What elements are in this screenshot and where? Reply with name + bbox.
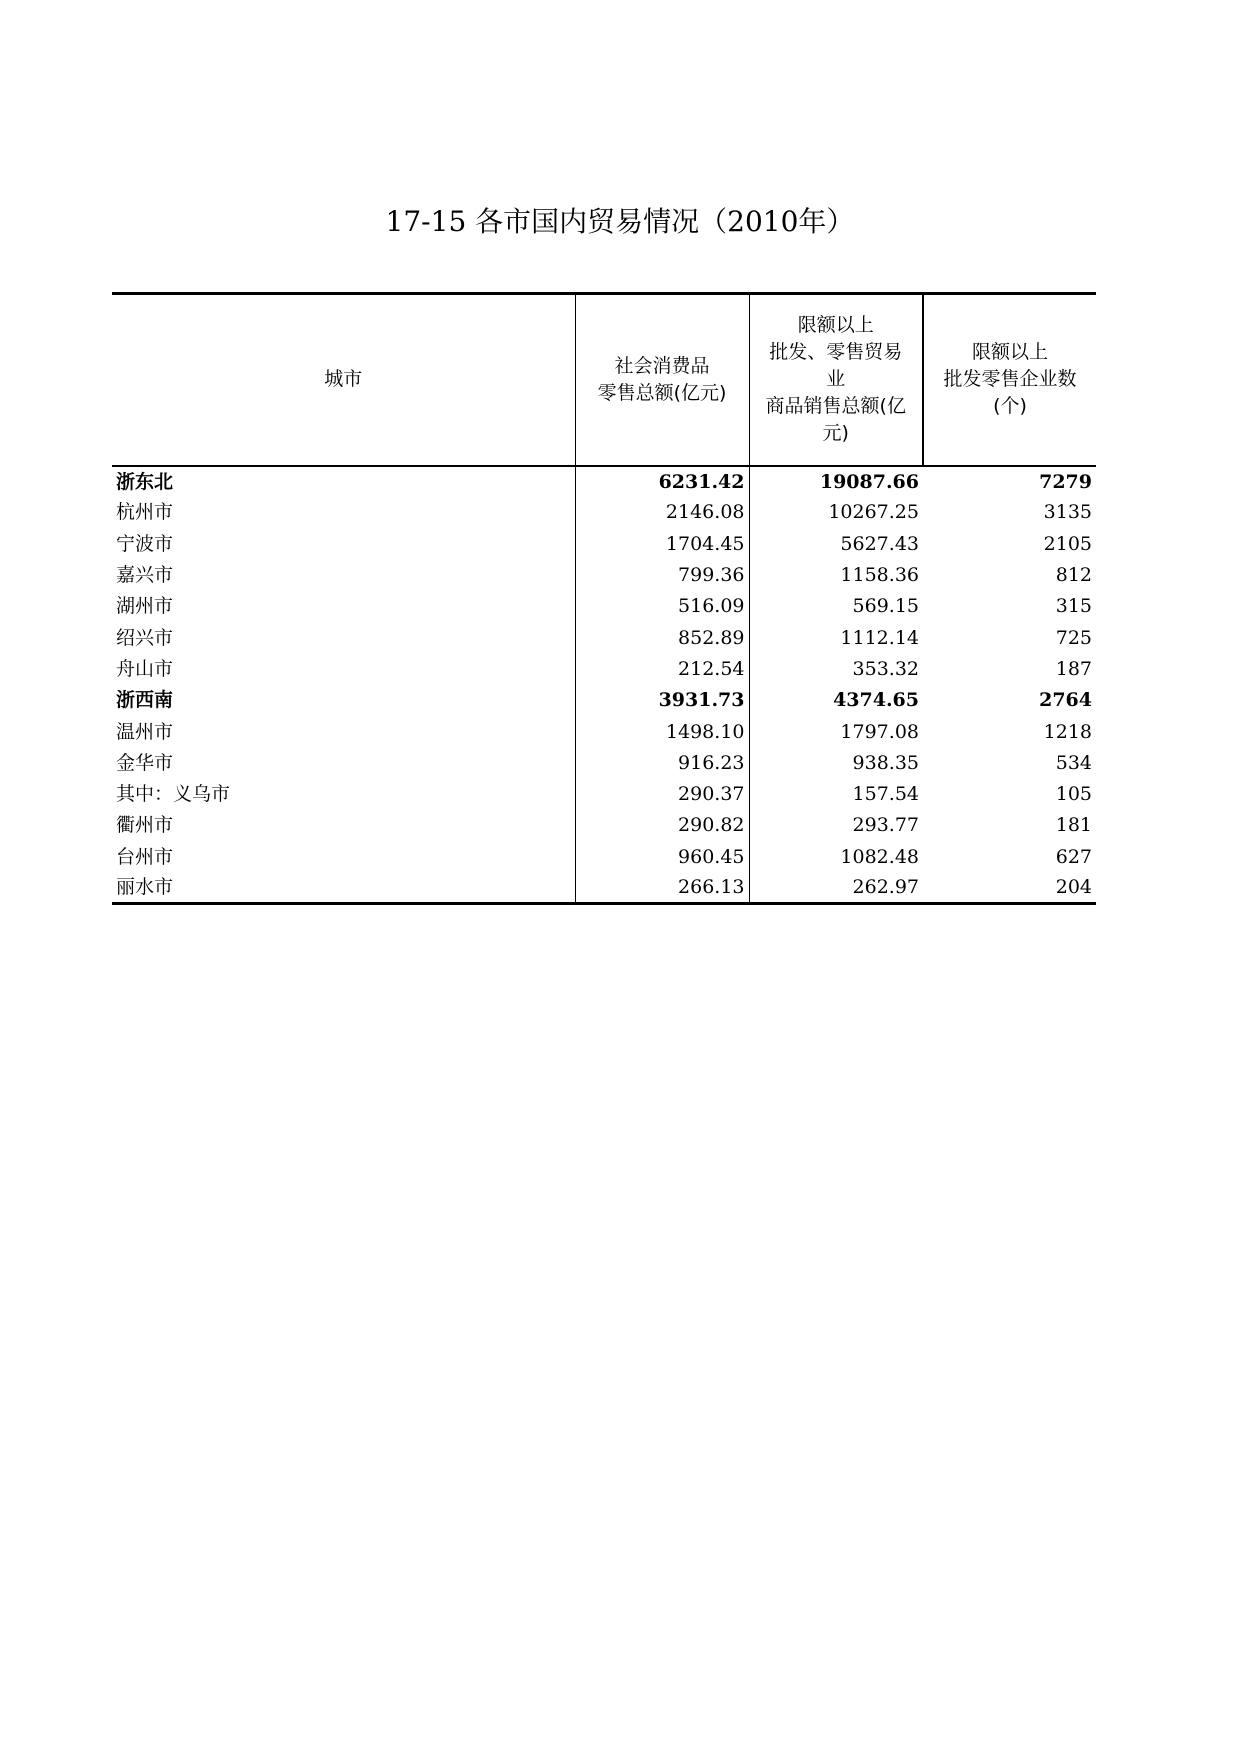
table-row (112, 872, 1096, 903)
cell-retail-sales: 266.13 (575, 872, 749, 903)
cell-city-name: 其中：义乌市 (116, 783, 231, 806)
cell-city-name: 湖州市 (116, 595, 174, 618)
cell-retail-sales: 212.54 (575, 653, 749, 684)
cell-enterprise-count: 181 (1055, 814, 1092, 837)
table-row (112, 841, 1096, 872)
cell-wholesale-retail-sales: 938.35 (749, 747, 923, 778)
cell-enterprise-count: 204 (923, 872, 1096, 903)
cell-wholesale-retail-sales: 5627.43 (749, 528, 923, 559)
table-row (112, 591, 1096, 622)
cell-city-name: 丽水市 (112, 872, 575, 903)
cell-city-name: 台州市 (116, 845, 174, 868)
page-title: 17-15 各市国内贸易情况（2010年） (385, 205, 855, 238)
cell-wholesale-retail-sales: 10267.25 (749, 497, 923, 528)
table-row (112, 528, 1096, 559)
table-row (112, 747, 1096, 778)
cell-wholesale-retail-sales: 1082.48 (749, 841, 923, 872)
cell-wholesale-retail-sales: 1158.36 (749, 559, 923, 590)
table-row (112, 497, 1096, 528)
cell-wholesale-retail-sales: 1797.08 (749, 716, 923, 747)
trade-table (112, 292, 1096, 905)
table-row (112, 559, 1096, 590)
cell-wholesale-retail-sales: 157.54 (749, 778, 923, 809)
cell-retail-sales: 2146.08 (575, 497, 749, 528)
table-row (112, 716, 1096, 747)
header-row (112, 294, 1096, 466)
cell-enterprise-count: 2764 (1039, 689, 1092, 712)
cell-enterprise-count: 627 (1055, 845, 1092, 868)
cell-retail-sales: 1498.10 (575, 716, 749, 747)
cell-wholesale-retail-sales: 262.97 (749, 872, 923, 903)
cell-city-name: 金华市 (116, 751, 174, 774)
cell-enterprise-count: 315 (1055, 595, 1092, 618)
cell-retail-sales: 516.09 (575, 591, 749, 622)
cell-city-name: 浙西南 (116, 689, 174, 712)
table-header (112, 294, 1096, 466)
cell-wholesale-retail-sales: 4374.65 (749, 685, 923, 716)
cell-retail-sales: 290.37 (575, 778, 749, 809)
cell-retail-sales: 960.45 (575, 841, 749, 872)
cell-retail-sales: 290.82 (575, 810, 749, 841)
cell-retail-sales: 6231.42 (575, 466, 749, 497)
cell-enterprise-count: 3135 (1043, 501, 1092, 524)
table-row (112, 810, 1096, 841)
cell-enterprise-count: 7279 (1039, 470, 1092, 493)
cell-retail-sales: 916.23 (575, 747, 749, 778)
table-body (112, 466, 1096, 904)
table-row (112, 622, 1096, 653)
cell-retail-sales: 799.36 (575, 559, 749, 590)
cell-wholesale-retail-sales: 293.77 (749, 810, 923, 841)
header-retail-sales: 社会消费品 零售总额(亿元) (575, 294, 749, 466)
cell-city-name: 衢州市 (116, 814, 174, 837)
header-wholesale-retail-sales: 限额以上 批发、零售贸易 业 商品销售总额(亿 元) (749, 294, 923, 466)
cell-enterprise-count: 2105 (1043, 532, 1092, 555)
cell-retail-sales: 852.89 (575, 622, 749, 653)
cell-city-name: 宁波市 (116, 532, 174, 555)
cell-enterprise-count: 534 (1055, 751, 1092, 774)
table-row (112, 653, 1096, 684)
cell-wholesale-retail-sales: 1112.14 (749, 622, 923, 653)
table-row-region (112, 685, 1096, 716)
cell-city-name: 温州市 (116, 720, 174, 743)
table-row (112, 778, 1096, 809)
header-city: 城市 (112, 294, 575, 466)
cell-enterprise-count: 812 (1055, 564, 1092, 587)
cell-city-name: 舟山市 (116, 657, 174, 680)
cell-enterprise-count: 187 (1055, 657, 1092, 680)
cell-city-name: 绍兴市 (116, 626, 174, 649)
header-enterprise-count: 限额以上 批发零售企业数 (个) (923, 294, 1096, 466)
cell-enterprise-count: 725 (1055, 626, 1092, 649)
cell-city-name: 浙东北 (116, 470, 174, 493)
cell-retail-sales: 3931.73 (575, 685, 749, 716)
cell-city-name: 嘉兴市 (116, 564, 174, 587)
cell-retail-sales: 1704.45 (575, 528, 749, 559)
cell-enterprise-count: 105 (1055, 783, 1092, 806)
cell-wholesale-retail-sales: 353.32 (749, 653, 923, 684)
cell-wholesale-retail-sales: 569.15 (749, 591, 923, 622)
cell-enterprise-count: 1218 (1043, 720, 1092, 743)
cell-wholesale-retail-sales: 19087.66 (749, 466, 923, 497)
cell-city-name: 杭州市 (116, 501, 174, 524)
table-row-region (112, 466, 1096, 497)
